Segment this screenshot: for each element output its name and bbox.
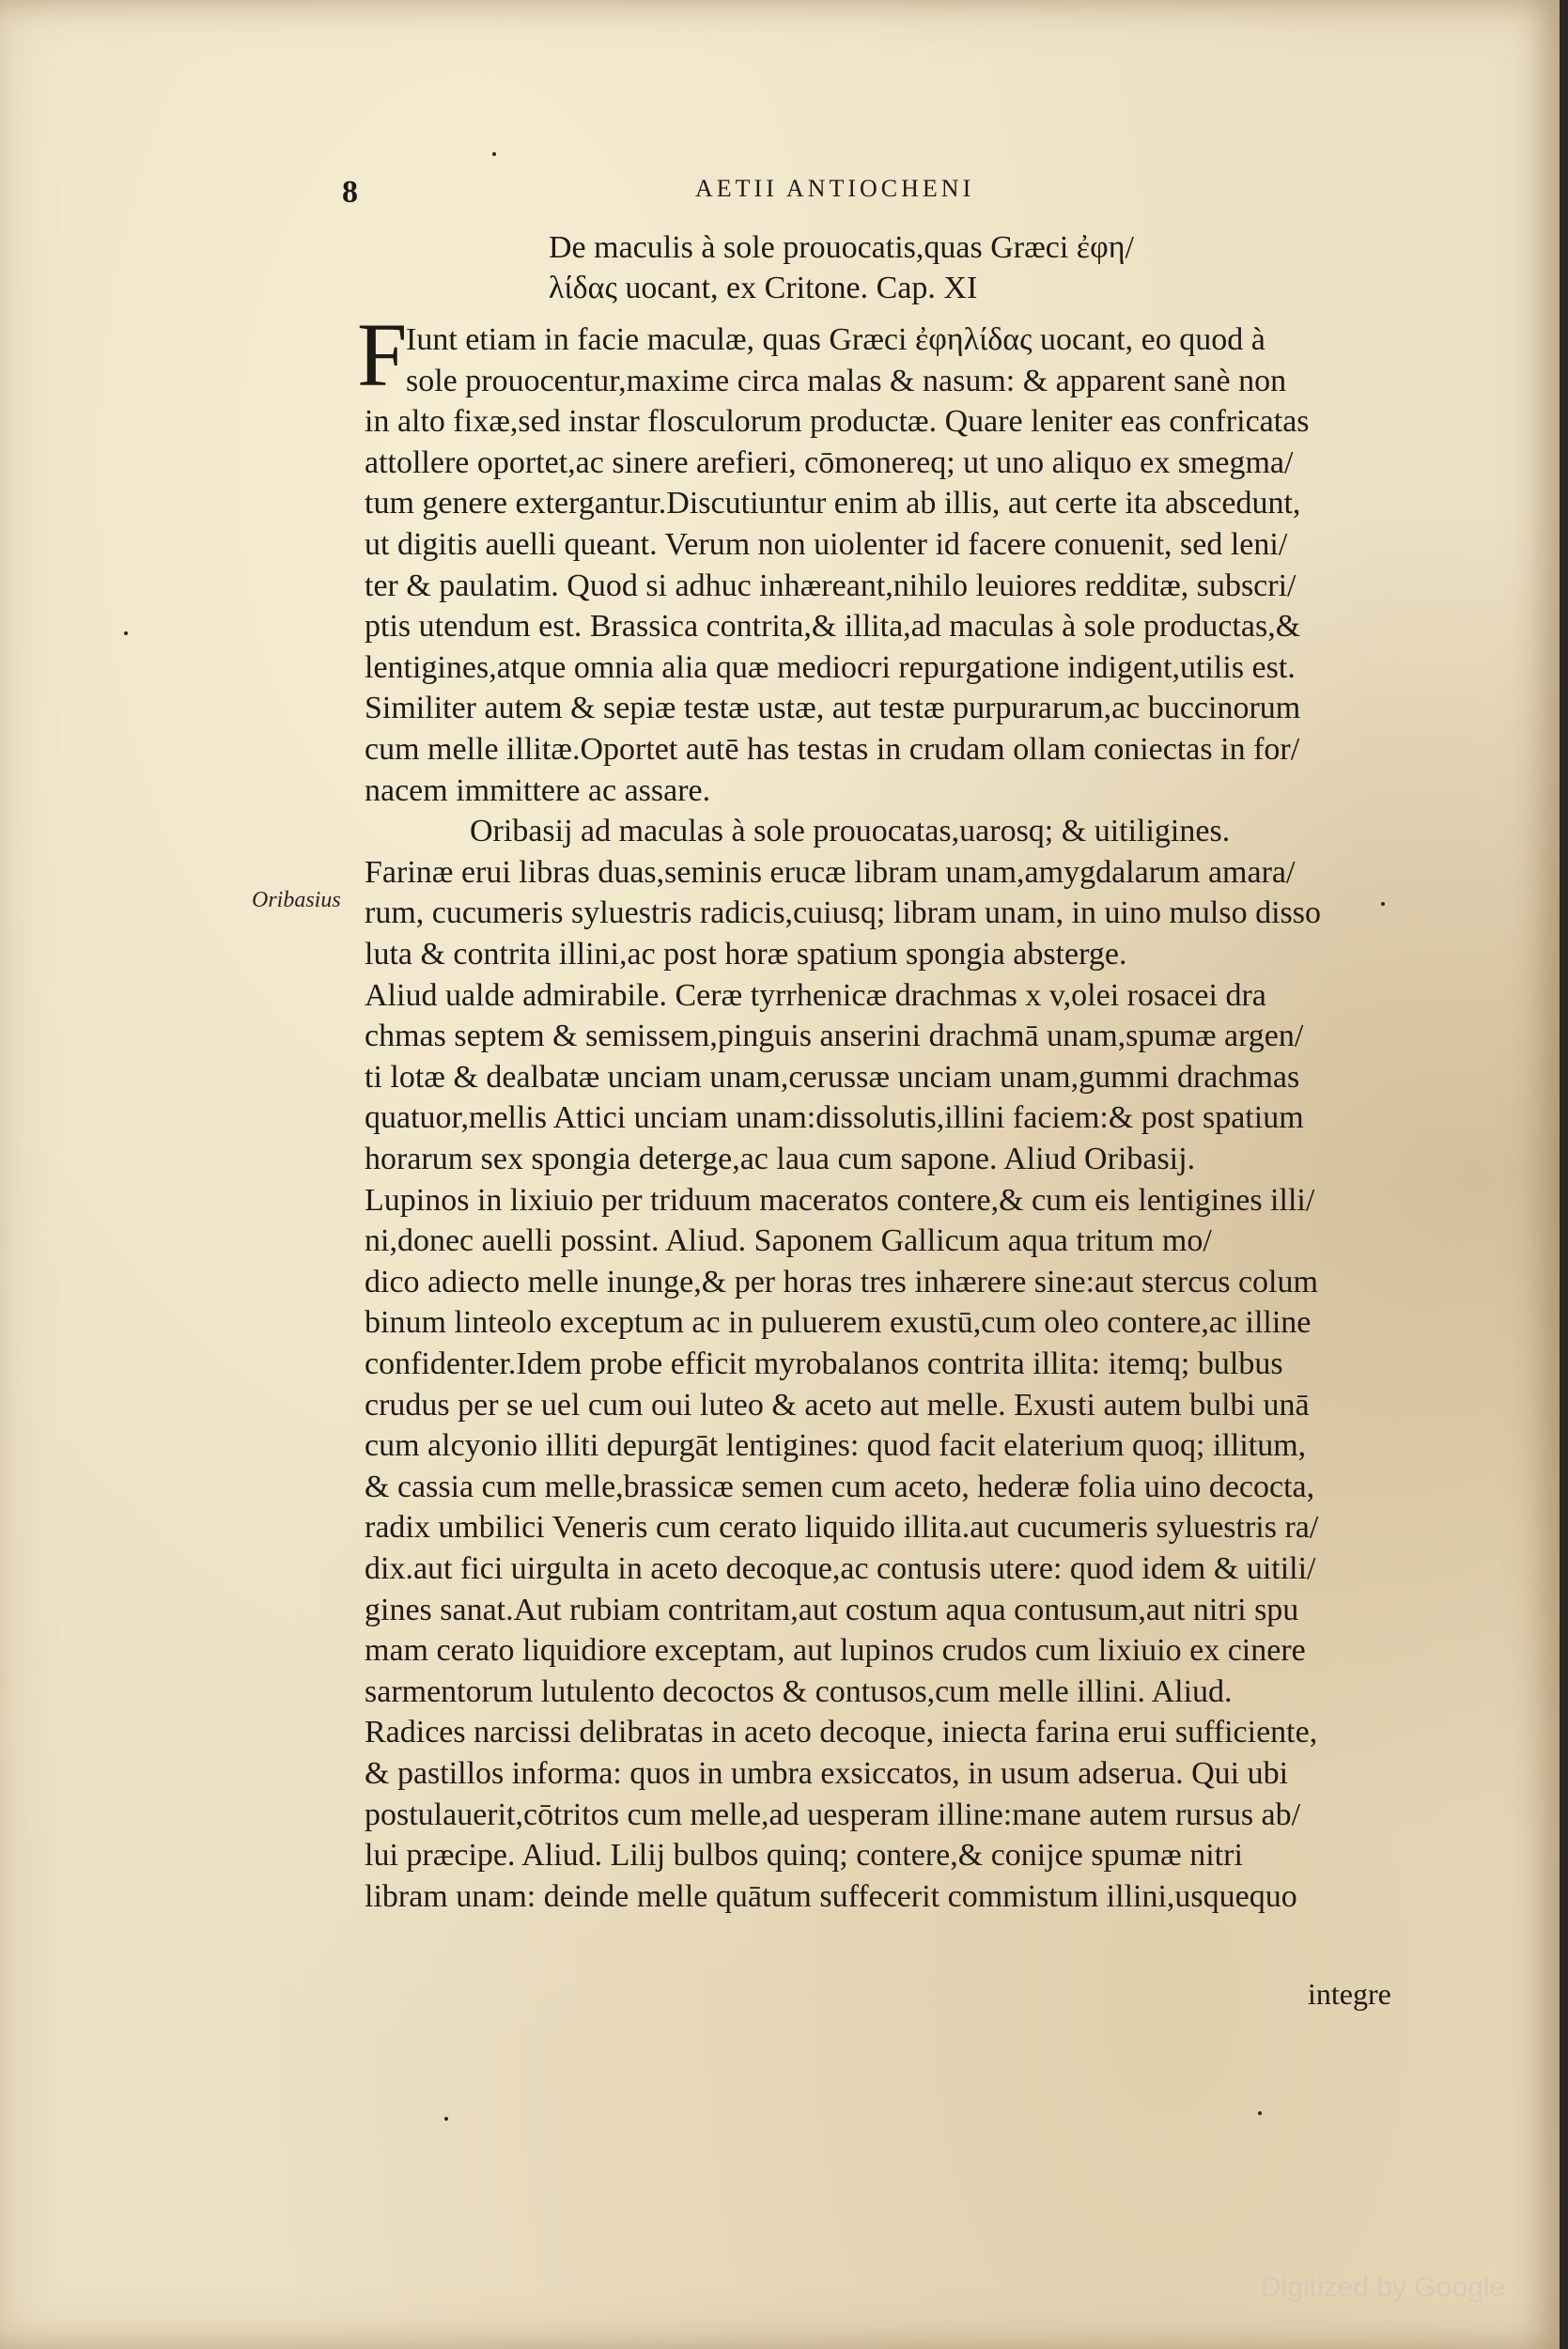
body-line: chmas septem & semissem,pinguis anserini drachmā unam,spumæ argen/: [365, 1019, 1304, 1053]
body-line: ter & paulatim. Quod si adhuc inhæreant,nihilo leuiores redditæ, subscri/: [365, 568, 1296, 603]
body-line: crudus per se uel cum oui luteo & aceto aut melle. Exusti autem bulbi unā: [365, 1388, 1310, 1423]
body-line: luta & contrita illini,ac post horæ spatium spongia absterge.: [365, 937, 1127, 972]
running-head: AETII ANTIOCHENI: [695, 175, 975, 202]
body-line: horarum sex spongia deterge,ac laua cum sapone. Aliud Oribasij.: [365, 1142, 1196, 1176]
body-line: Lupinos in lixiuio per triduum maceratos contere,& cum eis lentigines illi/: [365, 1183, 1315, 1218]
body-line: radix umbilici Veneris cum cerato liquido illita.aut cucumeris syluestris ra/: [365, 1510, 1319, 1545]
body-line: tum genere extergantur.Discutiuntur enim ab illis, aut certe ita abscedunt,: [365, 486, 1301, 521]
body-line: mam cerato liquidiore exceptam, aut lupinos crudos cum lixiuio ex cinere: [365, 1633, 1306, 1668]
drop-cap-initial: F: [357, 304, 408, 405]
page-number: 8: [342, 175, 358, 210]
body-line: confidenter.Idem probe efficit myrobalanos contrita illita: itemq; bulbus: [365, 1346, 1283, 1381]
chapter-title-line: De maculis à sole prouocatis,quas Græci ἐφη/: [549, 230, 1134, 265]
body-line: postulauerit,cōtritos cum melle,ad uesperam illine:mane autem rursus ab/: [365, 1797, 1301, 1832]
body-line: Aliud ualde admirabile. Ceræ tyrrhenicæ drachmas x v,olei rosacei dra: [365, 978, 1266, 1013]
body-line: cum melle illitæ.Oportet autē has testas in crudam ollam coniectas in for/: [365, 732, 1300, 767]
ink-speck: [1258, 2111, 1262, 2115]
body-line: cum alcyonio illiti depurgāt lentigines: quod facit elaterium quoq; illitum,: [365, 1428, 1307, 1463]
scan-edge: [1560, 0, 1568, 2349]
body-line: ptis utendum est. Brassica contrita,& illita,ad maculas à sole productas,&: [365, 609, 1301, 644]
ink-speck: [1381, 902, 1385, 906]
ink-speck: [444, 2117, 448, 2121]
body-line: lui præcipe. Aliud. Lilij bulbos quinq; contere,& conijce spumæ nitri: [365, 1838, 1243, 1873]
ink-speck: [124, 631, 128, 635]
body-line: Radices narcissi delibratas in aceto decoque, iniecta farina erui sufficiente,: [365, 1715, 1318, 1750]
body-line: sole prouocentur,maxime circa malas & nasum: & apparent sanè non: [406, 364, 1287, 398]
body-line: binum linteolo exceptum ac in puluerem exustū,cum oleo contere,ac illine: [365, 1305, 1312, 1340]
body-line: Iunt etiam in facie maculæ, quas Græci ἐφηλίδας uocant, eo quod à: [406, 322, 1265, 357]
margin-note: Oribasius: [252, 888, 341, 912]
body-line: lentigines,atque omnia alia quæ mediocri repurgatione indigent,utilis est.: [365, 650, 1296, 685]
body-line: & cassia cum melle,brassicæ semen cum aceto, hederæ folia uino decocta,: [365, 1470, 1315, 1504]
body-line: gines sanat.Aut rubiam contritam,aut costum aqua contusum,aut nitri spu: [365, 1593, 1299, 1627]
body-line: nacem immittere ac assare.: [365, 773, 711, 808]
body-line: Similiter autem & sepiæ testæ ustæ, aut testæ purpurarum,ac buccinorum: [365, 691, 1301, 725]
body-line: attollere oportet,ac sinere arefieri, cōmonereq; ut uno aliquo ex smegma/: [365, 445, 1294, 480]
body-line: dico adiecto melle inunge,& per horas tres inhærere sine:aut stercus colum: [365, 1265, 1318, 1299]
catchword: integre: [1308, 1977, 1391, 2011]
body-line: ni,donec auelli possint. Aliud. Saponem Gallicum aqua tritum mo/: [365, 1223, 1212, 1258]
body-line: ut digitis auelli queant. Verum non uiolenter id facere conuenit, sed leni/: [365, 527, 1288, 562]
body-line: Oribasij ad maculas à sole prouocatas,uarosq; & uitiligines.: [470, 814, 1231, 848]
digitization-watermark: Digitized by Google: [1261, 2272, 1506, 2303]
chapter-title-line: λίδας uocant, ex Critone. Cap. XI: [549, 271, 978, 305]
body-line: sarmentorum lutulento decoctos & contusos,cum melle illini. Aliud.: [365, 1674, 1233, 1709]
body-line: libram unam: deinde melle quātum suffecerit commistum illini,usquequo: [365, 1879, 1297, 1914]
body-line: in alto fixæ,sed instar flosculorum productæ. Quare leniter eas confricatas: [365, 404, 1310, 439]
body-line: dix.aut fici uirgulta in aceto decoque,ac contusis utere: quod idem & uitili/: [365, 1551, 1316, 1586]
body-line: rum, cucumeris syluestris radicis,cuiusq; libram unam, in uino mulso disso: [365, 895, 1321, 930]
body-line: quatuor,mellis Attici unciam unam:dissolutis,illini faciem:& post spatium: [365, 1100, 1304, 1135]
body-line: Farinæ erui libras duas,seminis erucæ libram unam,amygdalarum amara/: [365, 855, 1296, 890]
body-line: ti lotæ & dealbatæ unciam unam,cerussæ unciam unam,gummi drachmas: [365, 1060, 1300, 1095]
ink-speck: [492, 152, 496, 156]
body-line: & pastillos informa: quos in umbra exsiccatos, in usum adserua. Qui ubi: [365, 1756, 1289, 1791]
